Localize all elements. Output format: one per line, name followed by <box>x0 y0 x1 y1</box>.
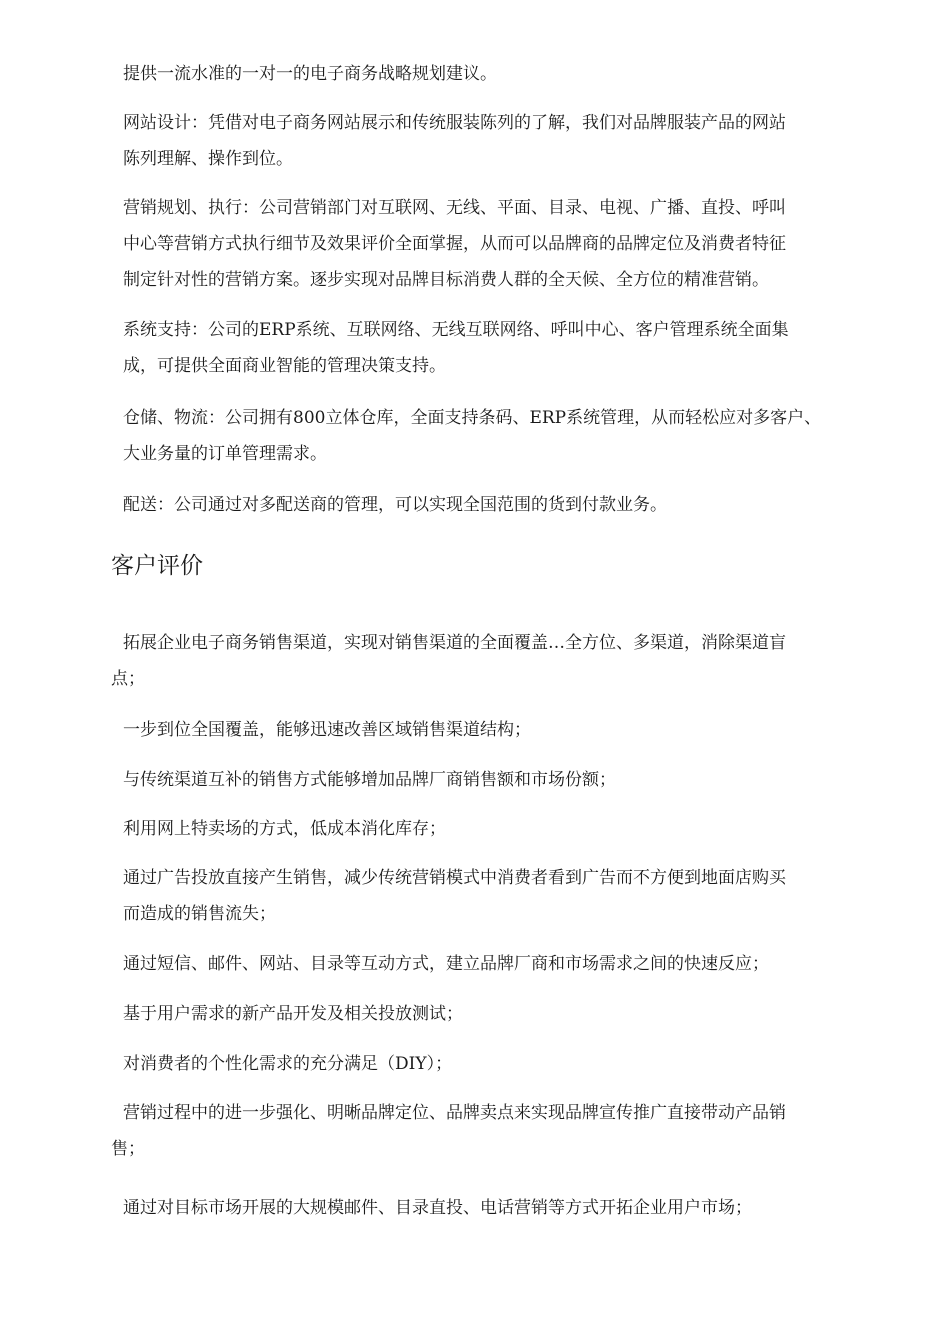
text-line: 拓展企业电子商务销售渠道，实现对销售渠道的全面覆盖…全方位、多渠道，消除渠道盲 <box>123 633 786 653</box>
review-item <box>123 712 853 748</box>
review-item <box>123 996 853 1032</box>
text-line: 成，可提供全面商业智能的管理决策支持。 <box>123 356 446 376</box>
text-line: 通过广告投放直接产生销售，减少传统营销模式中消费者看到广告而不方便到地面店购买 <box>123 868 786 888</box>
text-line: 大业务量的订单管理需求。 <box>123 444 327 464</box>
text-line: 通过短信、邮件、网站、目录等互动方式，建立品牌厂商和市场需求之间的快速反应； <box>123 954 769 974</box>
review-item <box>123 1046 853 1082</box>
text-line: 仓储、物流：公司拥有800立体仓库，全面支持条码、ERP系统管理，从而轻松应对多客户、 <box>123 408 822 428</box>
text-line: 配送：公司通过对多配送商的管理，可以实现全国范围的货到付款业务。 <box>123 495 667 515</box>
text-line: 制定针对性的营销方案。逐步实现对品牌目标消费人群的全天候、全方位的精准营销。 <box>123 270 769 290</box>
service-paragraph-website-design <box>123 105 853 177</box>
text-line: 利用网上特卖场的方式，低成本消化库存； <box>123 819 446 839</box>
text-line: 中心等营销方式执行细节及效果评价全面掌握，从而可以品牌商的品牌定位及消费者特征 <box>123 234 786 254</box>
text-line: 基于用户需求的新产品开发及相关投放测试； <box>123 1004 463 1024</box>
text-line: 与传统渠道互补的销售方式能够增加品牌厂商销售额和市场份额； <box>123 770 616 790</box>
review-item <box>123 811 853 847</box>
section-heading-customer-reviews: 客户评价 <box>111 553 203 579</box>
text-line: 一步到位全国覆盖，能够迅速改善区域销售渠道结构； <box>123 720 531 740</box>
review-item <box>111 625 853 697</box>
review-item <box>123 946 853 982</box>
review-item <box>111 1095 853 1167</box>
text-line: 陈列理解、操作到位。 <box>123 149 293 169</box>
text-line: 售； <box>111 1139 145 1159</box>
text-line: 点； <box>111 669 145 689</box>
review-item <box>123 1190 853 1226</box>
service-paragraph-strategy <box>123 56 853 92</box>
text-line: 营销过程中的进一步强化、明晰品牌定位、品牌卖点来实现品牌宣传推广直接带动产品销 <box>123 1103 786 1123</box>
text-line: 提供一流水准的一对一的电子商务战略规划建议。 <box>123 64 497 84</box>
text-line: 系统支持：公司的ERP系统、互联网络、无线互联网络、呼叫中心、客户管理系统全面集 <box>123 320 789 340</box>
service-paragraph-delivery <box>123 487 853 523</box>
service-paragraph-warehouse-logistics <box>123 400 863 472</box>
service-paragraph-system-support <box>123 312 853 384</box>
text-line: 网站设计：凭借对电子商务网站展示和传统服装陈列的了解，我们对品牌服装产品的网站 <box>123 113 786 133</box>
review-item <box>123 762 853 798</box>
text-line: 而造成的销售流失； <box>123 904 276 924</box>
review-item <box>123 860 853 932</box>
text-line: 营销规划、执行：公司营销部门对互联网、无线、平面、目录、电视、广播、直投、呼叫 <box>123 198 786 218</box>
service-paragraph-marketing <box>123 190 853 298</box>
text-line: 对消费者的个性化需求的充分满足（DIY）； <box>123 1054 453 1074</box>
text-line: 通过对目标市场开展的大规模邮件、目录直投、电话营销等方式开拓企业用户市场； <box>123 1198 752 1218</box>
